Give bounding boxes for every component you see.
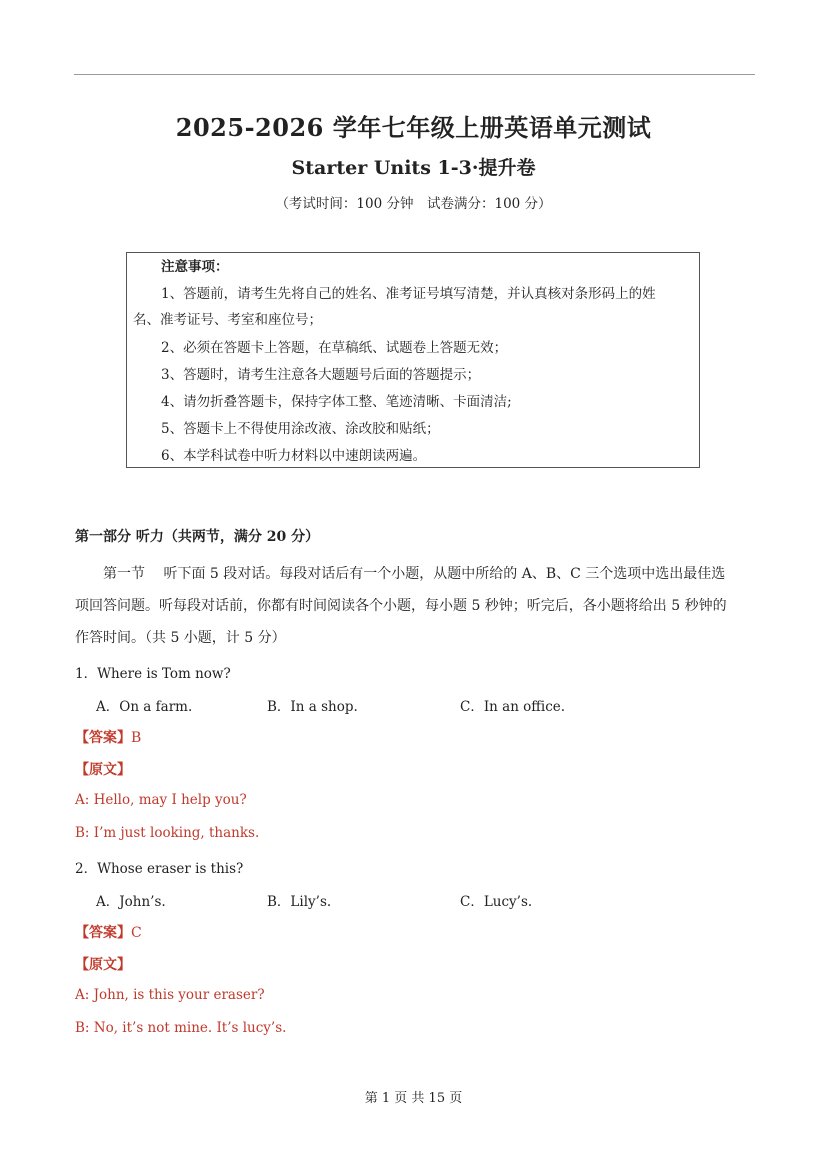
question-2-transcript-label: 【原文】 xyxy=(75,957,131,973)
section-intro-line-1: 第一节 听下面 5 段对话。每段对话后有一个小题，从题中所给的 A、B、C 三个选项中选出最佳选 xyxy=(103,566,726,582)
notice-item-1-line-1: 1、答题前，请考生先将自己的姓名、准考证号填写清楚，并认真核对条形码上的姓 xyxy=(161,286,656,302)
notice-item-4: 4、请勿折叠答题卡，保持字体工整、笔迹清晰、卡面清洁; xyxy=(161,394,512,410)
question-1-dialogue-line-1: A: Hello, may I help you? xyxy=(75,792,247,808)
answer-label: 【答案】 xyxy=(75,730,131,746)
question-1-transcript-label: 【原文】 xyxy=(75,762,131,778)
answer-value: C xyxy=(131,925,142,941)
question-2-dialogue-line-2: B: No, it’s not mine. It’s lucy’s. xyxy=(75,1020,287,1036)
question-1-option-a: A．On a farm. xyxy=(96,699,193,715)
question-2-option-c: C．Lucy’s. xyxy=(460,894,533,910)
section-heading: 第一部分 听力（共两节，满分 20 分） xyxy=(75,529,320,545)
question-1-option-b: B．In a shop. xyxy=(267,699,358,715)
notice-title: 注意事项： xyxy=(161,259,229,275)
question-1-option-c: C．In an office. xyxy=(460,699,566,715)
notice-item-6: 6、本学科试卷中听力材料以中速朗读两遍。 xyxy=(161,448,427,464)
question-2-option-a: A．John’s. xyxy=(96,894,166,910)
question-2-option-b: B．Lily’s. xyxy=(267,894,332,910)
section-intro-line-3: 作答时间。（共 5 小题，计 5 分） xyxy=(75,630,286,646)
notice-item-1-line-2: 名、准考证号、考室和座位号； xyxy=(133,312,322,328)
question-2-dialogue-line-1: A: John, is this your eraser? xyxy=(75,987,265,1003)
answer-label: 【答案】 xyxy=(75,925,131,941)
page-subtitle: Starter Units 1-3·提升卷 xyxy=(291,157,536,179)
notice-item-3: 3、答题时，请考生注意各大题题号后面的答题提示； xyxy=(161,367,481,383)
section-intro xyxy=(75,558,755,654)
question-2-stem: 2．Whose eraser is this? xyxy=(75,861,244,877)
question-2-answer xyxy=(75,922,142,942)
section-intro-line-2: 项回答问题。听每段对话前，你都有时间阅读各个小题，每小题 5 秒钟；听完后，各小题将给出 5 秒钟的 xyxy=(75,598,727,614)
header-rule xyxy=(74,74,755,75)
notice-item-2: 2、必须在答题卡上答题，在草稿纸、试题卷上答题无效； xyxy=(161,340,508,356)
question-1-answer xyxy=(75,727,141,747)
notice-box xyxy=(126,252,700,468)
question-1-stem: 1．Where is Tom now? xyxy=(75,666,231,682)
page-title: 2025-2026 学年七年级上册英语单元测试 xyxy=(175,113,652,142)
exam-info: （考试时间：100 分钟 试卷满分：100 分） xyxy=(275,196,552,212)
page-footer: 第 1 页 共 15 页 xyxy=(364,1091,463,1106)
answer-value: B xyxy=(131,730,142,746)
notice-item-5: 5、答题卡上不得使用涂改液、涂改胶和贴纸； xyxy=(161,421,440,437)
question-1-dialogue-line-2: B: I’m just looking, thanks. xyxy=(75,825,260,841)
